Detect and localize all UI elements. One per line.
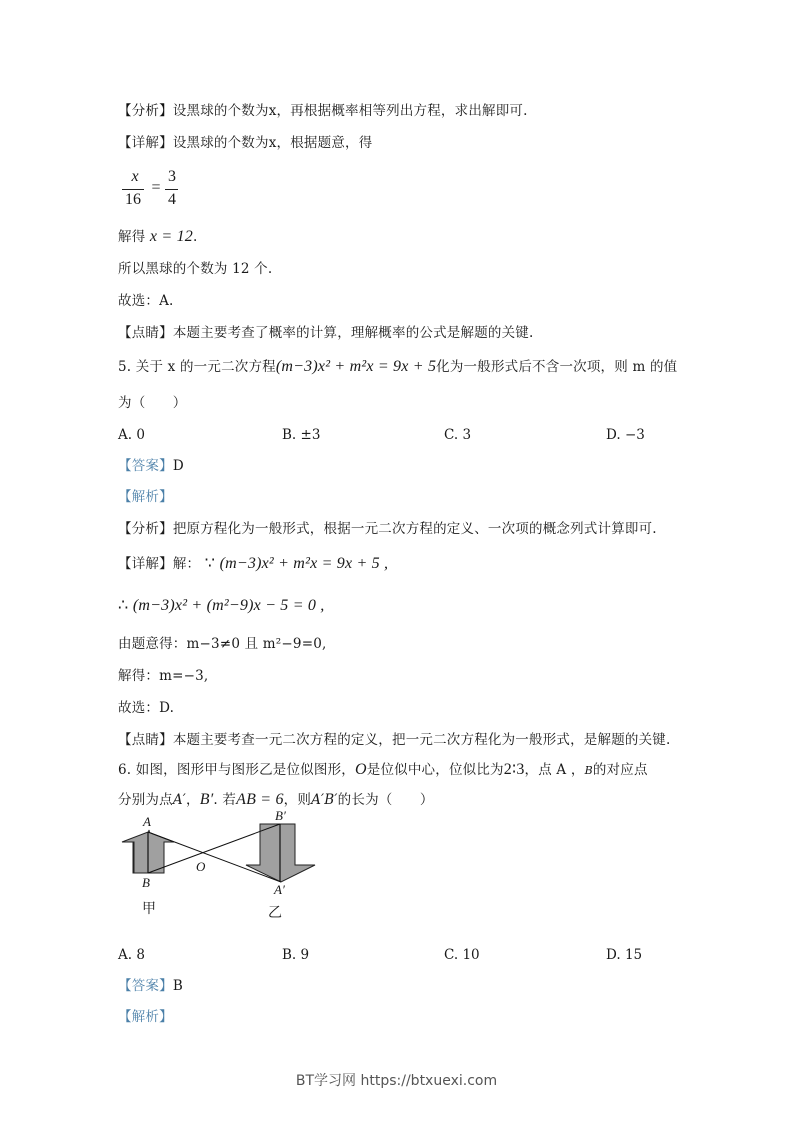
q6-option-c <box>444 945 480 965</box>
equals-sign: = <box>151 179 161 196</box>
q6-point-B: B <box>584 764 593 777</box>
caption-jia: 甲 <box>142 901 156 917</box>
option-label: A. <box>118 427 133 443</box>
q5-answer <box>118 456 184 476</box>
option-value: 15 <box>624 947 643 963</box>
fraction-right-denominator: 4 <box>168 191 176 208</box>
option-label: C. <box>444 947 459 963</box>
q4-fraction-equation <box>122 168 192 218</box>
detail-prefix: 解： <box>172 556 201 572</box>
q6-option-b <box>282 945 309 965</box>
q6-number: 6. <box>118 762 132 778</box>
footer-watermark: BT学习网 https://btxuexi.com <box>295 1073 498 1089</box>
q6-stem-text: 是位似中心，位似比为 <box>366 762 504 778</box>
answer-tag: 【答案】 <box>118 978 173 994</box>
option-label: C. <box>444 427 459 443</box>
q5-explain-tag: 【解析】 <box>118 489 173 505</box>
q6-stem-text: 如图，图形甲与图形乙是位似图形， <box>135 762 355 778</box>
q5-option-d <box>606 425 645 445</box>
detail-tag: 【详解】 <box>118 556 173 572</box>
label-Ap: A′ <box>274 882 285 897</box>
q6-center-O: O <box>354 761 367 778</box>
q5-option-a <box>118 425 145 445</box>
comment-tag: 【点睛】 <box>118 325 173 341</box>
solve-math: x = 12 <box>149 228 194 245</box>
q4-solve <box>118 227 198 247</box>
option-value: 8 <box>136 947 145 963</box>
comment-text: 本题主要考查了概率的计算，理解概率的公式是解题的关键. <box>172 325 534 341</box>
comment-text: 本题主要考查一元二次方程的定义，把一元二次方程化为一般形式，是解题的关键. <box>172 732 671 748</box>
q5-stem-math: (m−3)x² + m²x = 9x + 5 <box>275 358 437 375</box>
option-value: 10 <box>462 947 480 963</box>
q6-option-a <box>118 945 145 965</box>
q6-sep: ， <box>186 792 200 808</box>
answer-value: D <box>172 458 184 474</box>
option-value: −3 <box>624 427 645 443</box>
q6-point-Ap: A′ <box>172 792 187 808</box>
q5-stem-line1 <box>118 357 677 377</box>
fraction-right-numerator: 3 <box>168 168 176 185</box>
option-value: 0 <box>136 427 145 443</box>
solve-suffix: . <box>193 229 198 245</box>
option-label: B. <box>282 427 297 443</box>
q6-answer <box>118 976 183 996</box>
detail-eq2: (m−3)x² + (m²−9)x − 5 = 0 , <box>132 597 325 614</box>
analysis-text: 设黑球的个数为x，再根据概率相等列出方程，求出解即可. <box>172 103 528 119</box>
q5-number: 5. <box>118 359 132 375</box>
answer-value: B <box>172 978 183 994</box>
detail-tag: 【详解】 <box>118 135 173 151</box>
q6-stem-text: ，点 A ， <box>524 762 585 778</box>
q5-condition: 由题意得：m−3≠0 且 m²−9=0, <box>118 636 327 652</box>
label-Bp: B′ <box>275 808 286 823</box>
fraction-left-denominator: 16 <box>125 191 141 208</box>
q6-explain-tag: 【解析】 <box>118 1009 173 1025</box>
solve-prefix: 解得 <box>118 229 146 245</box>
q4-conclusion: 所以黑球的个数为 12 个. <box>118 261 273 277</box>
q6-stem-text: 分别为点 <box>118 792 173 808</box>
q5-option-c <box>444 425 471 445</box>
q5-stem-prefix: 关于 x 的一元二次方程 <box>135 359 276 375</box>
q6-stem-text: ，则 <box>283 792 312 808</box>
q5-choice: 故选：D. <box>118 700 175 716</box>
because-symbol: ∵ <box>204 555 216 572</box>
comment-tag: 【点睛】 <box>118 732 173 748</box>
fraction-bar <box>165 189 178 190</box>
caption-yi: 乙 <box>268 905 282 921</box>
detail-text: 设黑球的个数为x，根据题意，得 <box>172 135 373 151</box>
analysis-tag: 【分析】 <box>118 521 173 537</box>
q6-given: AB = 6 <box>236 791 284 808</box>
q6-target: A′B′ <box>311 792 338 808</box>
option-value: 3 <box>462 427 472 443</box>
q5-detail-line1 <box>118 554 388 574</box>
homothety-figure <box>118 808 328 933</box>
label-O: O <box>196 859 206 874</box>
option-value: 9 <box>300 947 310 963</box>
option-label: D. <box>606 947 621 963</box>
label-B: B <box>142 875 150 890</box>
q6-point-Bp: B′ <box>199 791 214 808</box>
q5-option-b <box>282 425 320 445</box>
q6-stem-line2 <box>118 790 434 810</box>
q5-detail-line2 <box>118 596 325 616</box>
q6-stem-text: . 若 <box>213 792 237 808</box>
therefore-symbol: ∴ <box>118 597 129 614</box>
fraction-bar <box>122 189 144 190</box>
q6-stem-text: 的对应点 <box>592 762 648 778</box>
q4-comment <box>118 323 534 343</box>
detail-eq1: (m−3)x² + m²x = 9x + 5 , <box>219 555 389 572</box>
q5-comment <box>118 730 671 750</box>
q5-analysis <box>118 519 657 539</box>
q4-analysis <box>118 101 528 121</box>
q5-stem-suffix: 化为一般形式后不含一次项，则 m 的值 <box>436 359 678 375</box>
option-label: D. <box>606 427 621 443</box>
q6-stem-line1 <box>118 760 648 781</box>
q4-detail <box>118 133 372 153</box>
q6-stem-text: 的长为（ ） <box>337 792 434 808</box>
q5-solve: 解得：m=−3, <box>118 668 209 684</box>
analysis-text: 把原方程化为一般形式，根据一元二次方程的定义、一次项的概念列式计算即可. <box>172 521 657 537</box>
option-label: B. <box>282 947 297 963</box>
answer-tag: 【答案】 <box>118 458 173 474</box>
analysis-tag: 【分析】 <box>118 103 173 119</box>
q6-ratio: 2∶3 <box>503 761 525 778</box>
q5-stem-line2: 为（ ） <box>118 395 187 411</box>
option-value: ±3 <box>300 427 321 443</box>
fraction-left-numerator: x <box>131 168 139 185</box>
label-A: A <box>143 814 151 829</box>
q4-choice: 故选：A. <box>118 293 174 309</box>
option-label: A. <box>118 947 133 963</box>
q6-option-d <box>606 945 642 965</box>
